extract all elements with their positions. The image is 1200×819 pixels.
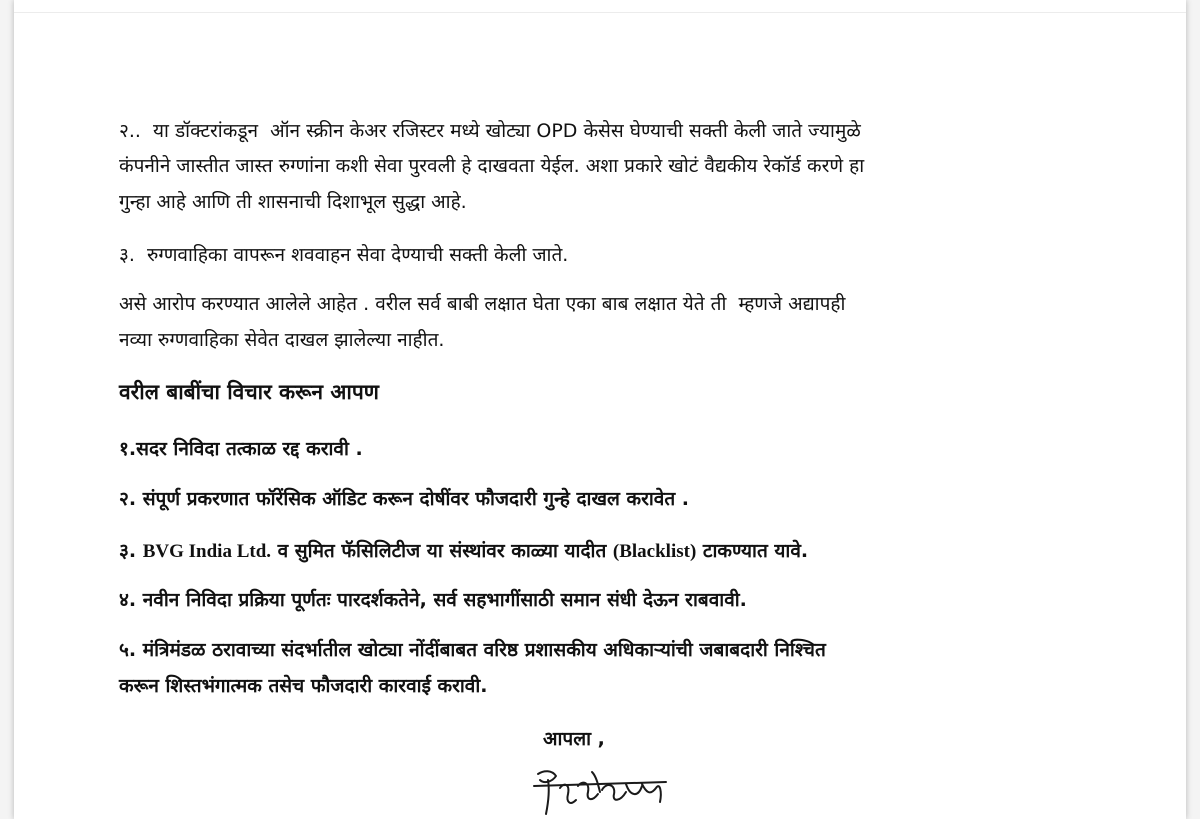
demand-3-number: ३.	[119, 540, 143, 562]
demand-3-end: टाकण्यात यावे.	[696, 540, 809, 562]
demand-1: १.सदर निविदा तत्काळ रद्द करावी .	[119, 438, 363, 460]
para-2-line-3: गुन्हा आहे आणि ती शासनाची दिशाभूल सुद्धा आहे.	[119, 191, 467, 213]
para-3: ३. रुग्णवाहिका वापरून शववाहन सेवा देण्याची सक्ती केली जाते.	[119, 244, 569, 266]
demand-4: ४. नवीन निविदा प्रक्रिया पूर्णतः पारदर्शकतेने, सर्व सहभागींसाठी समान संधी देऊन राबवावी.	[119, 589, 747, 611]
demand-3-middle: व सुमित फॅसिलिटीज या संस्थांवर काळ्या यादीत	[271, 540, 613, 562]
demand-3	[119, 535, 808, 568]
demand-5-line-2: करून शिस्तभंगात्मक तसेच फौजदारी कारवाई करावी.	[119, 675, 488, 697]
summary-line-2: नव्या रुग्णवाहिका सेवेत दाखल झालेल्या नाहीत.	[119, 329, 445, 351]
demand-5-line-1: ५. मंत्रिमंडळ ठरावाच्या संदर्भातील खोट्या नोंदींबाबत वरिष्ठ प्रशासकीय अधिकाऱ्यांची जबाबदारी निश्चित	[119, 639, 826, 661]
demands-heading: वरील बाबींचा विचार करून आपण	[119, 380, 379, 404]
demand-3-company: BVG India Ltd.	[142, 541, 272, 562]
signature-image	[530, 762, 680, 819]
demand-3-blacklist: (Blacklist)	[612, 541, 697, 562]
closing-salutation: आपला ,	[543, 728, 605, 750]
summary-line-1: असे आरोप करण्यात आलेले आहेत . वरील सर्व बाबी लक्षात घेता एका बाब लक्षात येते ती म्हणजे अद्यापही	[119, 293, 846, 315]
para-2-line-2: कंपनीने जास्तीत जास्त रुग्णांना कशी सेवा पुरवली हे दाखवता येईल. अशा प्रकारे खोटं वैद्यकीय रेकॉर्ड करणे हा	[119, 155, 865, 177]
page-top-edge	[14, 0, 1186, 13]
demand-2: २. संपूर्ण प्रकरणात फॉरेंसिक ऑडिट करून दोषींवर फौजदारी गुन्हे दाखल करावेत .	[119, 488, 690, 510]
para-2-line-1: २.. या डॉक्टरांकडून ऑन स्क्रीन केअर रजिस्टर मध्ये खोट्या OPD केसेस घेण्याची सक्ती केली जाते ज्यामुळे	[119, 120, 861, 142]
